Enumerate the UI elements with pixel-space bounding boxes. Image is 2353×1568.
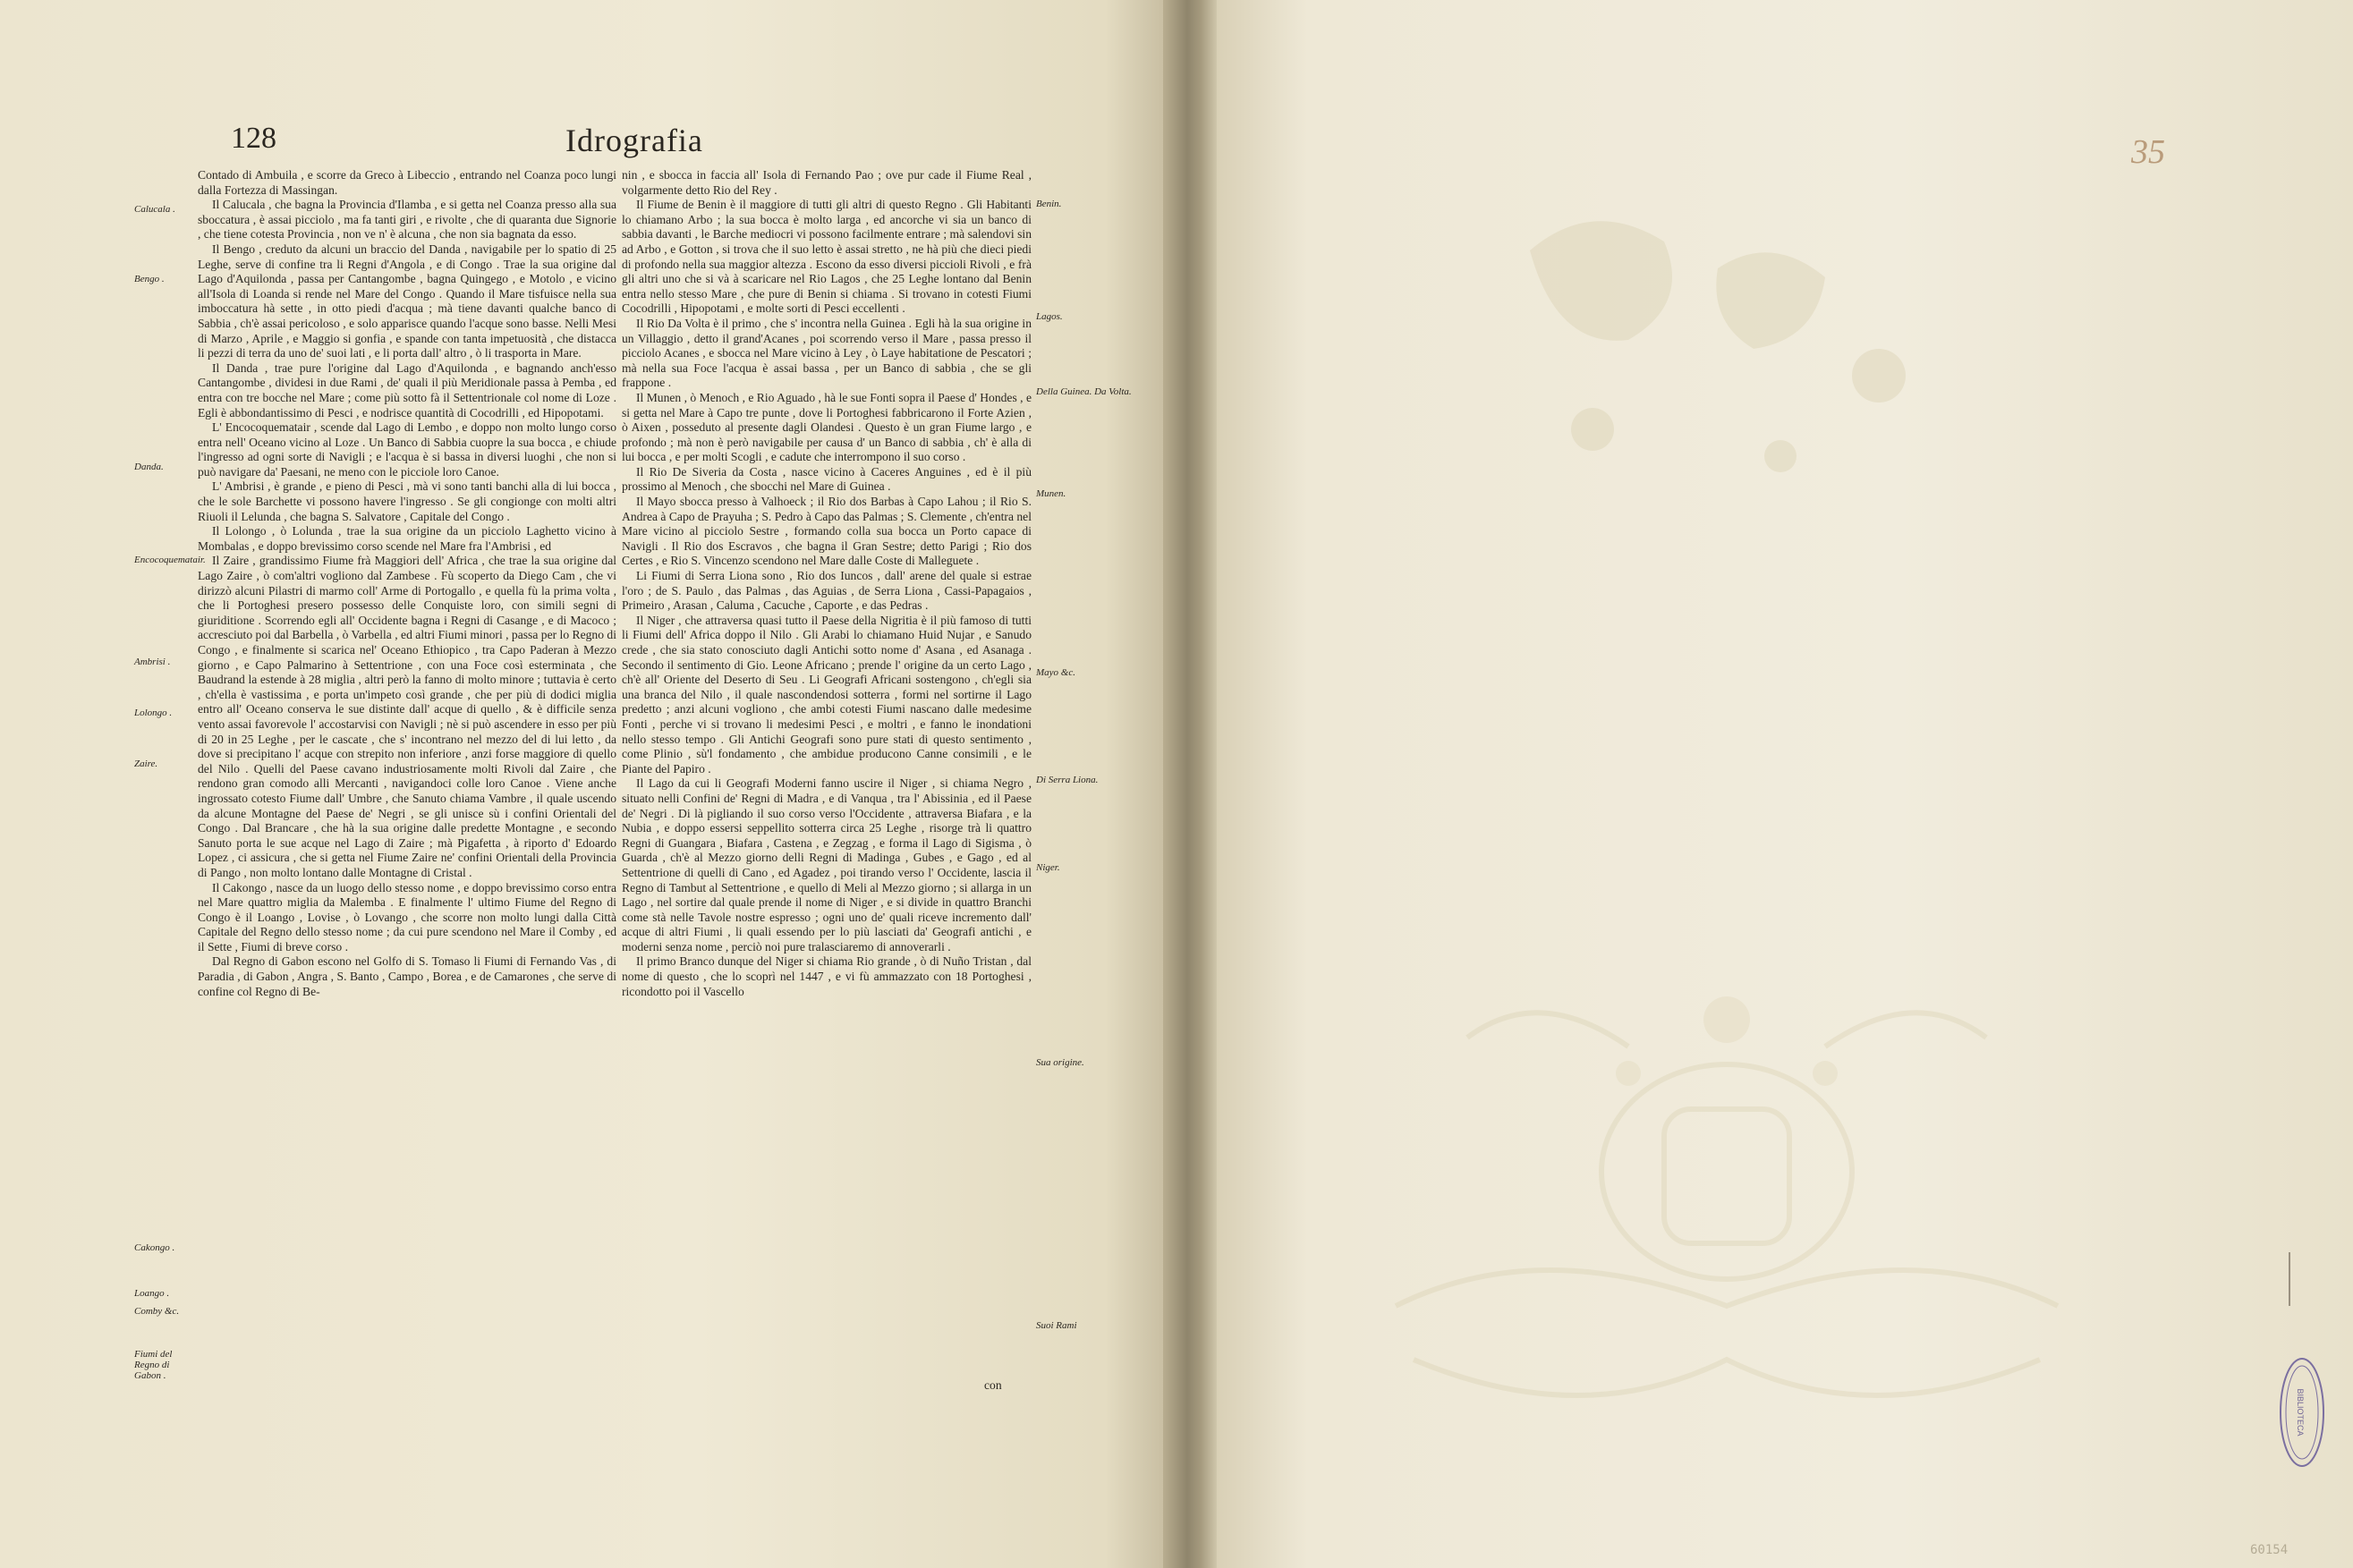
paragraph: nin , e sbocca in faccia all' Isola di Fernando Pao ; ove pur cade il Fiume Real , volgarmente detto Rio del Rey . (622, 168, 1032, 197)
side-note: Encocoquematair. (134, 555, 206, 565)
folio-number: 35 (2131, 133, 2165, 171)
side-note: Danda. (134, 462, 164, 472)
side-note: Calucala . (134, 204, 175, 215)
side-note: Munen. (1036, 488, 1066, 499)
text-column-right (622, 168, 1032, 999)
paragraph: Il Calucala , che bagna la Provincia d'Ilamba , e si getta nel Coanza presso alla sua sboccatura , è assai picciolo , ma fa tanti giri , e rivolte , che di quaranta due Signorie , che tiene cotesta Provincia , non ve n' è alcuna , che non sia bagnata da esso. (198, 198, 616, 242)
side-note: Bengo . (134, 274, 165, 284)
side-note: Lolongo . (134, 708, 173, 718)
paragraph: Il Zaire , grandissimo Fiume frà Maggiori dell' Africa , che trae la sua origine dal Lago Zaire , ò com'altri vogliono dal Zambese . Fù scoperto da Diego Cam , che vi dirizzò alcuni Pilastri di marmo coll' Arme di Portogallo , e quella fù la prima volta , che li Portoghesi presero possesso delle Conquiste loro, con simili segni di giuriditione . Scorrendo egli all' Occidente bagna i Regni di Casange , e di Macoco ; accresciuto poi dal Barbella , ò Varbella , ed altri Fiumi minori , passa per lo Regno di Congo , e finalmente si scarica nel' Oceano Ethiopico , tra Capo Paderan à Mezzo giorno , e Capo Palmarino à Settentrione , con una Foce così esterminata , che Baudrand la estende à 28 miglia , altri però la fanno di molto minore ; tuttavia è certo , ch'ella è vastissima , e porta un'impeto così grande , che per più di dodici miglia entro all' Oceano conserva le sue distinte dall' acque di quello , & è difficile senza vento assai favorevole l' accostarvisi con Navigli ; nè si può ascendere in esso per più di 20 in 25 Leghe , per le cascate , che s' incontrano nel mezzo del di lui letto , da dove si precipitano l' acque con strepito non inferiore , anzi forse maggiore di quello del Nilo . Quelli del Paese cavano industriosamente molti Rivoli dal Zaire , che rendono gran comodo alli Mercanti , navigandoci colle loro Canoe . Viene anche ingrossato cotesto Fiume dall' Umbre , che Sanuto chiama Vambre , il quale uscendo da alcune Montagne del Paese de' Negri , se gli unisce sù i confini Orientali del Congo . Dal Brancare , che hà la sua origine dalle predette Montagne , e secondo Sanuto porta le sue acque nel Lago di Zaire ; mà Pigafetta , à riporto d' Edoardo Lopez , ci assicura , che si getta nel Fiume Zaire ne' confini Orientali della Provincia di Pango , non molto lontano dalle Montagne di Cristal . (198, 554, 616, 879)
pencil-mark (2289, 1252, 2290, 1306)
side-note: Benin. (1036, 199, 1062, 209)
text-column-left (198, 168, 616, 999)
stamp-text: BIBLIOTECA (2296, 1388, 2305, 1437)
paragraph: Il primo Branco dunque del Niger si chiama Rio grande , ò di Nuño Tristan , dal nome di questo , che lo scoprì nel 1447 , e vi fù ammazzato con 18 Portoghesi , ricondotto poi il Vascello (622, 954, 1032, 998)
paragraph: Il Niger , che attraversa quasi tutto il Paese della Nigritia è il più famoso di tutti li Fiumi dell' Africa doppo il Nilo . Gli Arabi lo chiamano Huid Nujar , e Sanudo crede , che sia stato conosciuto dagli Antichi sotto nome d' Asana , ed Asanaga . Secondo il sentimento di Gio. Leone Africano ; prende l' origine da un certo Lago , ch'è all' Oriente del Deserto di Seu . Li Geografi Africani sostengono , ch'egli sia una branca del Nilo , il quale nascondendosi sotterra , formi nel sortirne il Lago predetto ; anzi alcuni vogliono , che ambi cotesti Fiumi nascano dalle medesime Fonti , perche vi si trovano li medesimi Pesci , e moltri , e fanno le inondationi nello stesso tempo . Gli Antichi Geografi sono pure stati di questo sentimento , come Plinio , sù'l fondamento , che ambidue producono Canne consimili , e le Piante del Papiro . (622, 613, 1032, 776)
side-note: Fiumi del Regno di Gabon . (134, 1349, 173, 1381)
inventory-number: 60154 (2250, 1543, 2289, 1557)
running-title: Idrografia (565, 123, 703, 158)
side-note: Loango . (134, 1288, 170, 1299)
paragraph: Contado di Ambuila , e scorre da Greco à Libeccio , entrando nel Coanza poco lungi dalla Fortezza di Massingan. (198, 168, 616, 197)
map-showthrough (1396, 161, 2022, 519)
paragraph: Il Lolongo , ò Lolunda , trae la sua origine da un picciolo Laghetto vicino à Mombalas , e doppo brevissimo corso scende nel Mare fra l'Ambrisi , ed (198, 524, 616, 553)
side-note: Suoi Rami (1036, 1320, 1077, 1331)
side-note: Di Serra Liona. (1036, 775, 1099, 785)
library-stamp (2277, 1354, 2327, 1471)
side-note: Lagos. (1036, 311, 1063, 322)
paragraph: Dal Regno di Gabon escono nel Golfo di S. Tomaso li Fiumi di Fernando Vas , di Paradia , di Gabon , Angra , S. Banto , Campo , Borea , e de Camarones , che serve di confine col Regno di Be- (198, 954, 616, 998)
cartouche-showthrough (1360, 966, 2094, 1431)
paragraph: Il Mayo sbocca presso à Valhoeck ; il Rio dos Barbas à Capo Lahou ; il Rio S. Andrea à Capo de Prayuha ; S. Pedro à Capo das Palmas ; S. Clemente , ch'entra nel Mare vicino al picciolo Sestre , formando colla sua bocca un Porto capace di Navigli . Il Rio dos Escravos , che bagna il Gran Sestre; detto Parigi ; Rio dos Certes , e Rio S. Vincenzo scendono nel Mare dalle Coste di Malleguete . (622, 495, 1032, 568)
side-note: Della Guinea. Da Volta. (1036, 386, 1132, 397)
book-gutter (1163, 0, 1217, 1568)
paragraph: L' Ambrisi , è grande , e pieno di Pesci , mà vi sono tanti banchi alla di lui bocca , che le sole Barchette vi possono havere l'ingresso . Se gli congionge con molti altri Riuoli il Lelunda , che bagna S. Salvatore , Capitale del Congo . (198, 479, 616, 523)
paragraph: L' Encocoquematair , scende dal Lago di Lembo , e doppo non molto lungo corso entra nell' Oceano vicino al Loze . Un Banco di Sabbia cuopre la sua bocca , e chiude l'ingresso ad ogni sorte di Navigli ; e l'acqua è si bassa in diversi luoghi , che non si può navigare da' Paesani, ne meno con le picciole loro Canoe. (198, 420, 616, 479)
paragraph: Il Rio Da Volta è il primo , che s' incontra nella Guinea . Egli hà la sua origine in un Villaggio , detto il grand'Acanes , poi scorrendo verso il Mare , passa presso il picciolo Acanes , e sbocca nel Mare vicino à Ley , ò Laye habitatione de Pescatori ; mà nella sua Foce l'acqua è assai bassa , per un Banco di sabbia , che se gli frappone . (622, 316, 1032, 390)
catchword: con (984, 1378, 1002, 1392)
paragraph: Il Lago da cui li Geografi Moderni fanno uscire il Niger , si chiama Negro , situato nelli Confini de' Regni di Madra , e di Vanqua , tra l' Abissinia , ed il Paese de' Negri . Di là pigliando il suo corso verso l'Occidente , attraversa Biafara , e la Nubia , e doppo essersi seppellito sotterra circa 25 Leghe , risorge trà li quattro Regni di Guangara , Biafara , Castena , e Zegzag , e forma il Lago di Sigisma , ò Guarda , ch'è al Mezzo giorno delli Regni di Madinga , Gubes , e Gago , ed al Settentrione di quelli di Cano , ed Agadez , poi tirando verso l' Occidente, lascia il Regno di Tambut al Settentrione , e quello di Meli al Mezzo giorno ; si allarga in un Lago , nel sortire dal quale prende il nome di Niger , e si divide in quattro Branchi come stà nelle Tavole nostre espresso ; ogni uno de' quali riceve incremento dall' acque di altri Fiumi , li quali essendo per lo più lasciati da' Geografi antichi , e moderni senza nome , perciò noi pure tralasciaremo di annoverarli . (622, 776, 1032, 954)
paragraph: Il Fiume de Benin è il maggiore di tutti gli altri di questo Regno . Gli Habitanti lo chiamano Arbo ; la sua bocca è molto larga , ed ancorche vi sia un banco di sabbia davanti , le Barche mediocri vi possono facilmente entrare ; mà salendovi sin ad Arbo , e Gotton , si trova che il suo letto è assai stretto , ne hà più che dieci piedi di profondo nella sua maggior altezza . Escono da esso diversi piccioli Rivoli , e frà gli altri uno che si và à scaricare nel Rio Lagos , che 25 Leghe lontano dal Benin entra nello stesso Mare , che pure di Benin si chiama . Si trovano in cotesti Fiumi Cocodrilli , Hipopotami , e molte sorti di Pesci eccellenti . (622, 198, 1032, 316)
paragraph: Li Fiumi di Serra Liona sono , Rio dos Iuncos , dall' arene del quale si estrae l'oro ; de S. Paulo , das Palmas , das Aguias , de Serra Liona , Cassi-Papagaios , Primeiro , Arasan , Caluma , Cacuche , Caporte , e das Pedras . (622, 569, 1032, 613)
paragraph: Il Bengo , creduto da alcuni un braccio del Danda , navigabile per lo spatio di 25 Leghe, serve di confine tra li Regni d'Angola , e di Congo . Trae la sua origine dal Lago d'Aquilonda , passa per Cantangombe , bagna Quingego , e Motolo , e vicino all'Isola di Loanda si rende nel Mare del Congo . Quando il Mare tisfuisce nella sua imboccatura hà sette , in otto piedi d'acqua ; mà tiene davanti qualche banco di Sabbia , ch'è assai pericoloso , e solo apparisce quando l'acque sono basse. Nelli Mesi di Marzo , Aprile , e Maggio si gonfia , e spande con tanta impetuosità , che distacca li pezzi di terra da uno de' suoi lati , e li porta dall' altro , ò li trasporta in Mare. (198, 242, 616, 360)
side-note: Niger. (1036, 862, 1060, 873)
side-note: Ambrisi . (134, 657, 171, 667)
side-note: Cakongo . (134, 1242, 175, 1253)
side-note: Sua origine. (1036, 1057, 1084, 1068)
paragraph: Il Munen , ò Menoch , e Rio Aguado , hà le sue Fonti sopra il Paese d' Hondes , e si getta nel Mare à Capo tre punte , dove li Portoghesi fabbricarono il Forte Azien , ò Aixen , posseduto al presente dagli Olandesi . Questo è un gran Fiume largo , e profondo ; mà non è però navigabile per causa d' un Banco di sabbia , ch' è alla di lui bocca , e per molti Scogli , e cadute che interrompono il suo corso . (622, 390, 1032, 464)
side-note: Zaire. (134, 759, 158, 769)
paragraph: Il Danda , trae pure l'origine dal Lago d'Aquilonda , e bagnando anch'esso Cantangombe , dividesi in due Rami , de' quali il più Meridionale passa à Pemba , ed entra con tre bocche nel Mare ; come più sotto fà il Settentrionale col nome di Loze . Egli è abbondantissimo di Pesci , e nodrisce quantità di Cocodrilli , ed Hipopotami. (198, 360, 616, 420)
page-number: 128 (231, 122, 276, 155)
side-note: Mayo &c. (1036, 667, 1075, 678)
paragraph: Il Rio De Siveria da Costa , nasce vicino à Caceres Anguines , ed è il più prossimo al Menoch , che sbocchi nel Mare di Guinea . (622, 464, 1032, 494)
paragraph: Il Cakongo , nasce da un luogo dello stesso nome , e doppo brevissimo corso entra nel Mare quattro miglia da Malemba . E finalmente l' ultimo Fiume del Regno di Congo è il Loango , Lovise , ò Lovango , che scorre non molto lungi dalla Città Capitale del Regno dello stesso nome ; da cui pure scendono nel Mare il Comby , ed il Sette , Fiumi di breve corso . (198, 880, 616, 954)
side-note: Comby &c. (134, 1306, 180, 1317)
